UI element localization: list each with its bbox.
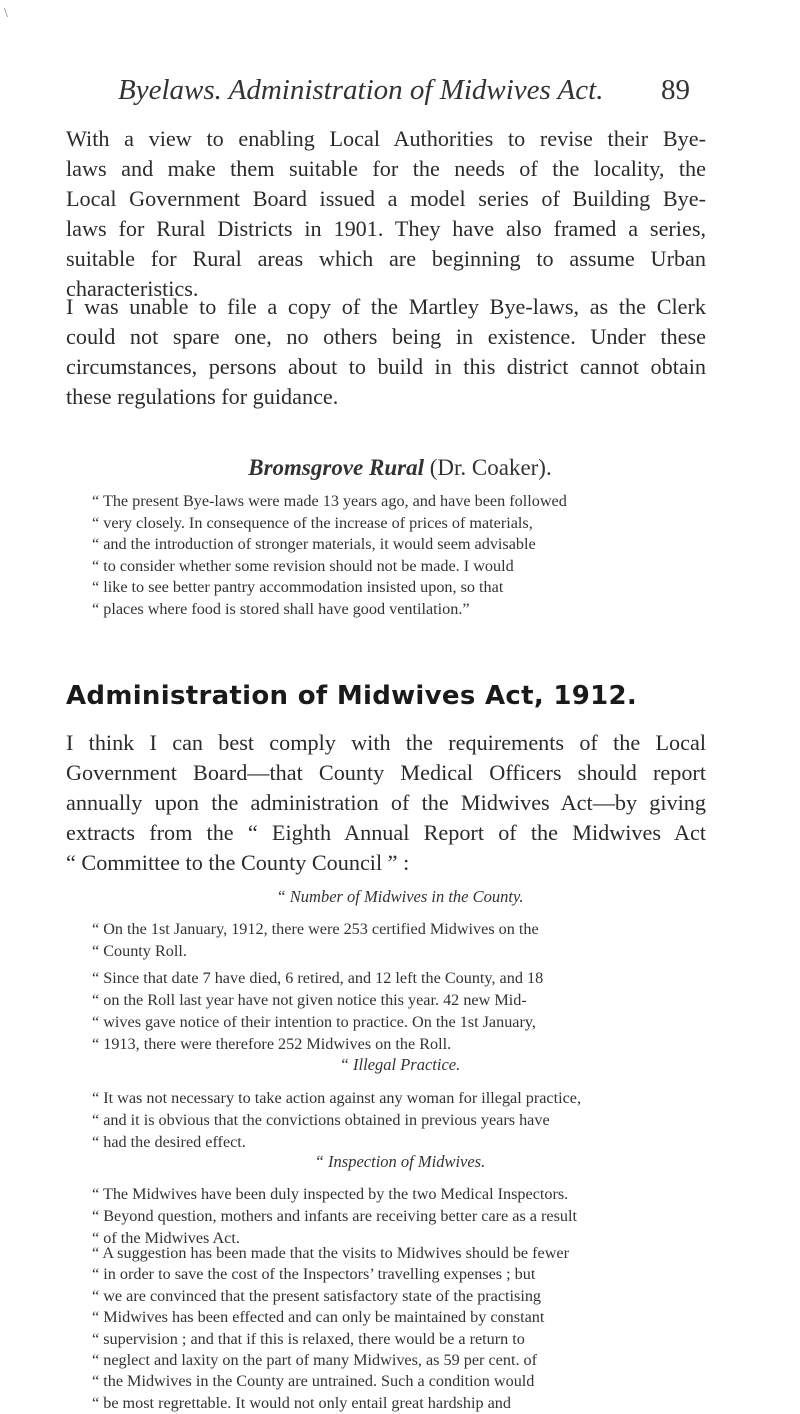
number-para-2: [92, 967, 710, 1055]
text-line: could not spare one, no others being in existence. Under these: [66, 324, 706, 349]
quote-line: “ places where food is stored shall have good ventilation.”: [92, 599, 470, 618]
text-line: characteristics.: [66, 276, 199, 301]
text-line: circumstances, persons about to build in this district cannot obtain: [66, 354, 706, 379]
quote-line: “ 1913, there were therefore 252 Midwives on the Roll.: [92, 1035, 452, 1053]
quote-line: “ The Midwives have been duly inspected by the two Medical Inspectors.: [92, 1185, 569, 1203]
corner-mark: \: [4, 6, 8, 21]
quote-line: “ on the Roll last year have not given notice this year. 42 new Mid-: [92, 991, 527, 1009]
intro-paragraph-1: [66, 124, 706, 304]
text-line: Local Government Board issued a model series of Building Bye-: [66, 186, 706, 211]
text-line: “ Committee to the County Council ” :: [66, 850, 410, 875]
quote-line: “ County Roll.: [92, 942, 187, 960]
text-line: With a view to enabling Local Authorities to revise their Bye-: [66, 126, 706, 151]
intro-paragraph-2: [66, 292, 706, 412]
text-line: these regulations for guidance.: [66, 384, 339, 409]
inspection-para-2: [92, 1243, 710, 1414]
quote-line: “ to consider whether some revision should not be made. I would: [92, 556, 514, 575]
quote-line: “ like to see better pantry accommodation insisted upon, so that: [92, 578, 504, 597]
bromsgrove-quote: [92, 491, 708, 621]
quote-line: “ neglect and laxity on the part of many Midwives, as 59 per cent. of: [92, 1351, 538, 1370]
quote-line: “ supervision ; and that if this is relaxed, there would be a return to: [92, 1329, 525, 1348]
quote-line: “ wives gave notice of their intention to practice. On the 1st January,: [92, 1013, 536, 1031]
text-line: annually upon the administration of the Midwives Act—by giving: [66, 790, 706, 815]
text-line: suitable for Rural areas which are beginning to assume Urban: [66, 246, 706, 271]
bromsgrove-heading-italic: Bromsgrove Rural: [248, 455, 424, 480]
quote-line: “ It was not necessary to take action against any woman for illegal practice,: [92, 1089, 582, 1107]
running-head-title: Byelaws. Administration of Midwives Act.: [118, 74, 604, 106]
quote-line: “ and the introduction of stronger materials, it would seem advisable: [92, 535, 536, 554]
illegal-heading: “ Illegal Practice.: [339, 1055, 461, 1074]
quote-line: “ Midwives has been effected and can only be maintained by constant: [92, 1308, 545, 1327]
quote-line: “ Beyond question, mothers and infants are receiving better care as a result: [92, 1207, 577, 1225]
quote-line: “ A suggestion has been made that the visits to Midwives should be fewer: [92, 1244, 570, 1262]
quote-line: “ had the desired effect.: [92, 1133, 246, 1151]
number-para-1: [92, 918, 710, 962]
text-line: I think I can best comply with the requirements of the Local: [66, 730, 706, 755]
number-heading: “ Number of Midwives in the County.: [276, 887, 524, 906]
illegal-para: [92, 1087, 710, 1153]
inspection-heading: “ Inspection of Midwives.: [314, 1152, 486, 1171]
running-head: [118, 74, 690, 114]
quote-line: “ the Midwives in the County are untrained. Such a condition would: [92, 1372, 535, 1391]
bromsgrove-heading: [0, 455, 800, 481]
text-line: laws and make them suitable for the needs of the locality, the: [66, 156, 706, 181]
quote-line: “ be most regrettable. It would not only entail great hardship and: [92, 1393, 511, 1412]
bromsgrove-heading-rest: (Dr. Coaker).: [423, 455, 552, 480]
text-line: I was unable to file a copy of the Martley Bye-laws, as the Clerk: [66, 294, 706, 319]
section-intro: [66, 728, 706, 878]
quote-line: “ The present Bye-laws were made 13 years ago, and have been followed: [92, 492, 567, 510]
page-number: 89: [661, 74, 690, 106]
quote-line: “ Since that date 7 have died, 6 retired, and 12 left the County, and 18: [92, 969, 544, 987]
quote-line: “ in order to save the cost of the Inspectors’ travelling expenses ; but: [92, 1265, 536, 1284]
text-line: Government Board—that County Medical Officers should report: [66, 760, 706, 785]
quote-line: “ On the 1st January, 1912, there were 253 certified Midwives on the: [92, 920, 539, 938]
text-line: laws for Rural Districts in 1901. They have also framed a series,: [66, 216, 706, 241]
quote-line: “ and it is obvious that the convictions obtained in previous years have: [92, 1111, 550, 1129]
quote-line: “ we are convinced that the present satisfactory state of the practising: [92, 1286, 542, 1305]
quote-line: “ of the Midwives Act.: [92, 1229, 240, 1247]
section-title: Administration of Midwives Act, 1912.: [66, 681, 638, 711]
quote-line: “ very closely. In consequence of the increase of prices of materials,: [92, 513, 533, 532]
text-line: extracts from the “ Eighth Annual Report of the Midwives Act: [66, 820, 706, 845]
inspection-para-1: [92, 1183, 710, 1249]
